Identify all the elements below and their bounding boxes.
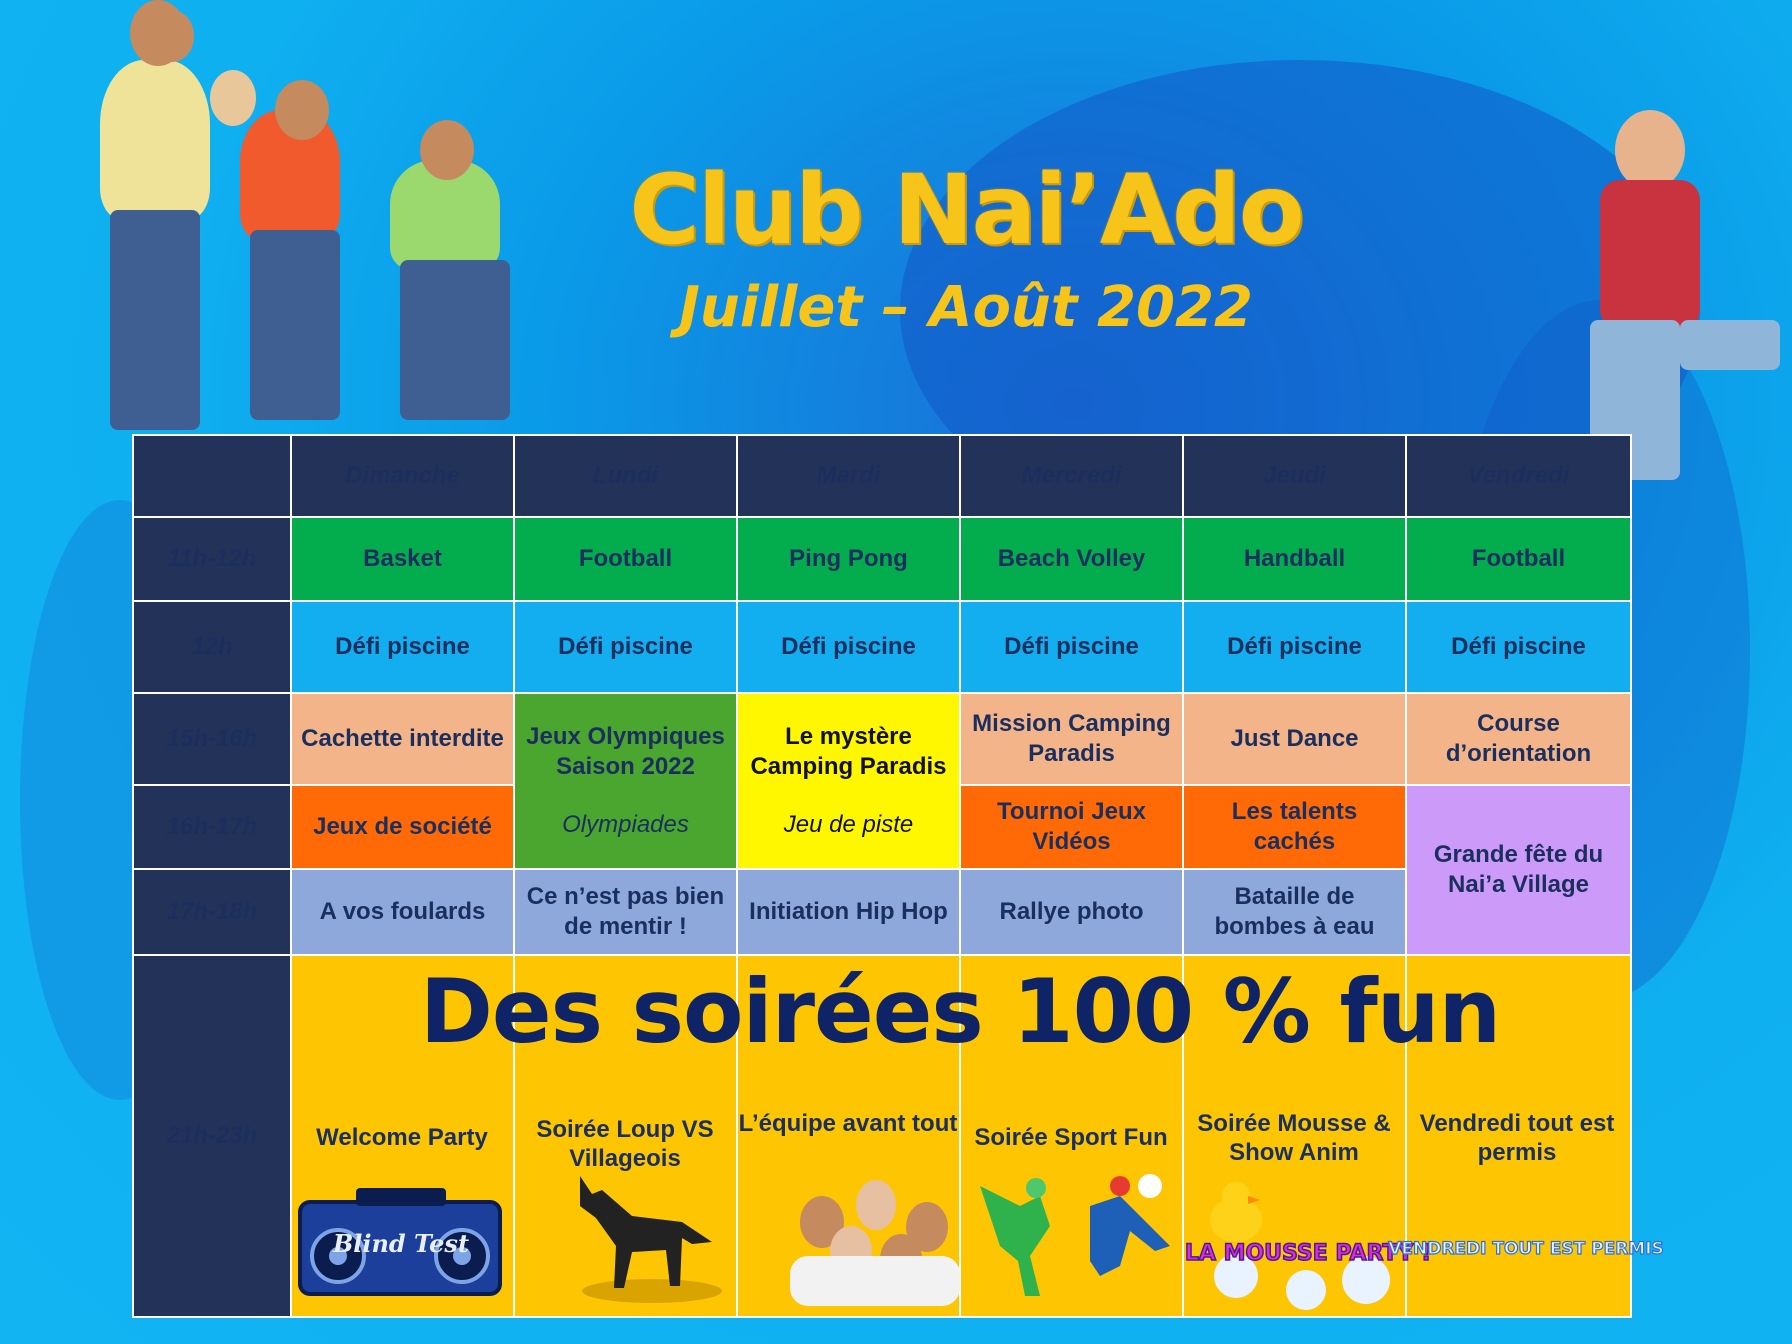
activity-title: Jeux Olympiques Saison 2022 <box>526 723 725 780</box>
activity-cell: Tournoi Jeux Vidéos <box>960 785 1183 869</box>
mousse-party-image <box>1184 1180 1432 1310</box>
time-cell: 17h-18h <box>133 869 291 955</box>
activity-cell: Grande fête du Nai’a Village <box>1406 785 1631 955</box>
evening-item: Soirée Sport Fun <box>974 1124 1168 1151</box>
activity-cell: Défi piscine <box>737 601 960 693</box>
team-photo-image <box>770 1176 970 1306</box>
activity-cell-jeu-de-piste <box>737 693 960 869</box>
activity-cell: Football <box>1406 517 1631 601</box>
jumping-girl-photo <box>1540 30 1792 490</box>
evening-item: Welcome Party <box>316 1124 488 1151</box>
time-cell: 21h-23h <box>133 955 291 1317</box>
day-header: Mercredi <box>960 435 1183 517</box>
activity-cell-olympiades <box>514 693 737 869</box>
activity-cell: Défi piscine <box>514 601 737 693</box>
day-header: Jeudi <box>1183 435 1406 517</box>
day-header: Dimanche <box>291 435 514 517</box>
activity-cell: Les talents cachés <box>1183 785 1406 869</box>
activity-subtitle: Olympiades <box>562 811 689 838</box>
evening-banner: Des soirées 100 % fun <box>419 960 1501 1063</box>
sport-fun-athletes-image <box>970 1166 1180 1316</box>
activity-cell: Initiation Hip Hop <box>737 869 960 955</box>
activity-cell: Mission Camping Paradis <box>960 693 1183 785</box>
activity-cell: Défi piscine <box>960 601 1183 693</box>
wolf-image <box>562 1166 722 1306</box>
activity-title: Le mystère Camping Paradis <box>750 723 947 780</box>
evening-item: L’équipe avant tout <box>738 1110 958 1137</box>
activity-cell: Ce n’est pas bien de mentir ! <box>514 869 737 955</box>
time-cell: 16h-17h <box>133 785 291 869</box>
activity-cell: Défi piscine <box>1406 601 1631 693</box>
evening-item: Soirée Mousse & Show Anim <box>1197 1110 1391 1166</box>
blind-test-boombox-image <box>296 1184 506 1300</box>
table-header-row <box>133 435 1631 517</box>
activity-cell: Course d’orientation <box>1406 693 1631 785</box>
time-cell: 12h <box>133 601 291 693</box>
activity-cell: Basket <box>291 517 514 601</box>
activity-subtitle: Jeu de piste <box>783 811 914 838</box>
vendredi-tout-est-permis-image <box>1388 1184 1664 1314</box>
activity-cell: Jeux de société <box>291 785 514 869</box>
page-subtitle: Juillet – Août 2022 <box>679 275 1253 340</box>
activity-cell: Bataille de bombes à eau <box>1183 869 1406 955</box>
activity-cell: Football <box>514 517 737 601</box>
activity-cell: Défi piscine <box>1183 601 1406 693</box>
day-header: Mardi <box>737 435 960 517</box>
activity-cell: Rallye photo <box>960 869 1183 955</box>
time-cell: 15h-16h <box>133 693 291 785</box>
evening-item: Soirée Loup VS Villageois <box>536 1116 714 1172</box>
day-header: Lundi <box>514 435 737 517</box>
day-header: Vendredi <box>1406 435 1631 517</box>
teens-group-photo <box>60 0 640 435</box>
blind-test-logo-text: Blind Test <box>332 1229 470 1258</box>
time-cell: 11h-12h <box>133 517 291 601</box>
mousse-party-logo-text: LA MOUSSE PARTY ! <box>1184 1241 1432 1266</box>
table-row <box>133 517 1631 601</box>
vendredi-logo-text: VENDREDI TOUT EST PERMIS <box>1388 1239 1664 1259</box>
page-title: Club Nai’Ado <box>629 154 1303 266</box>
table-row <box>133 693 1631 785</box>
activity-cell: Défi piscine <box>291 601 514 693</box>
activity-cell: Beach Volley <box>960 517 1183 601</box>
activity-cell: Ping Pong <box>737 517 960 601</box>
evening-item: Vendredi tout est permis <box>1419 1110 1615 1166</box>
corner-cell <box>133 435 291 517</box>
activity-cell: Handball <box>1183 517 1406 601</box>
activity-cell: A vos foulards <box>291 869 514 955</box>
activity-cell: Cachette interdite <box>291 693 514 785</box>
table-row <box>133 601 1631 693</box>
activity-cell: Just Dance <box>1183 693 1406 785</box>
